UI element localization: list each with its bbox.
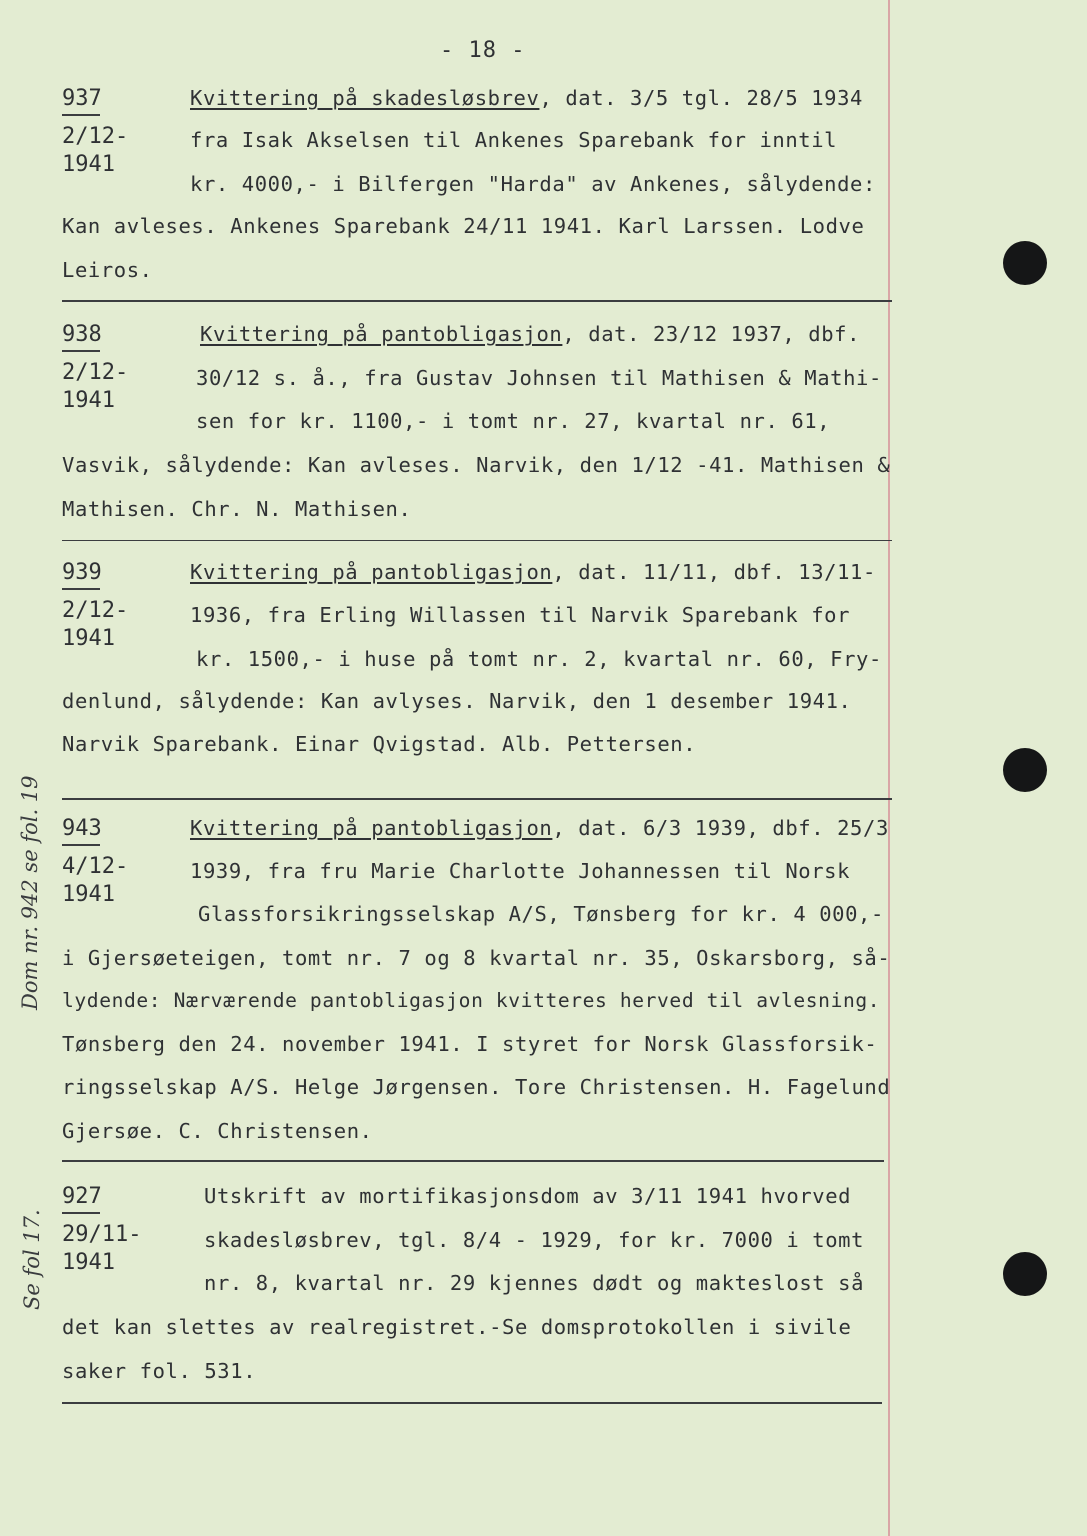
entry-line-1-text: , dat. 6/3 1939, dbf. 25/3: [552, 816, 889, 840]
entry-line-4: i Gjersøeteigen, tomt nr. 7 og 8 kvartal nr. 35, Oskarsborg, så-: [62, 946, 891, 970]
entry-line-3: nr. 8, kvartal nr. 29 kjennes dødt og makteslost så: [204, 1271, 865, 1295]
entry-line-2: 30/12 s. å., fra Gustav Johnsen til Mathisen & Mathi-: [196, 366, 882, 390]
entry-title: Kvittering på pantobligasjon: [190, 560, 553, 584]
entry-line-4: Vasvik, sålydende: Kan avleses. Narvik, den 1/12 -41. Mathisen &: [62, 453, 891, 477]
entry-number: 939: [62, 560, 102, 585]
entry-line-6: Tønsberg den 24. november 1941. I styret for Norsk Glassforsik-: [62, 1032, 878, 1056]
entry-line-5: lydende: Nærværende pantobligasjon kvitteres herved til avlesning.: [62, 989, 881, 1012]
entry-line-4: denlund, sålydende: Kan avlyses. Narvik, den 1 desember 1941.: [62, 689, 852, 713]
entry-date-year: 1941: [62, 882, 115, 907]
entry-number: 927: [62, 1184, 102, 1209]
entry-line-1: [200, 322, 860, 346]
entry-line-5: Narvik Sparebank. Einar Qvigstad. Alb. Pettersen.: [62, 732, 697, 756]
margin-note-927: Se fol 17.: [20, 1209, 44, 1310]
entry-line-5: Leiros.: [62, 258, 153, 282]
entry-line-1-text: , dat. 3/5 tgl. 28/5 1934: [539, 86, 863, 110]
entry-line-2: skadesløsbrev, tgl. 8/4 - 1929, for kr. 7000 i tomt: [204, 1228, 865, 1252]
entry-separator: [62, 300, 892, 302]
entry-line-5: saker fol. 531.: [62, 1359, 257, 1383]
entry-title: Kvittering på skadesløsbrev: [190, 86, 540, 110]
entry-separator: [62, 798, 892, 800]
entry-date-day: 4/12-: [62, 854, 129, 879]
entry-line-2: fra Isak Akselsen til Ankenes Sparebank for inntil: [190, 128, 838, 152]
entry-date-day: 2/12-: [62, 360, 129, 385]
margin-note-943: Dom nr. 942 se fol. 19: [18, 775, 42, 1010]
entry-line-7: ringsselskap A/S. Helge Jørgensen. Tore Christensen. H. Fagelund: [62, 1075, 891, 1099]
entry-date-year: 1941: [62, 626, 115, 651]
entry-line-3: Glassforsikringsselskap A/S, Tønsberg for kr. 4 000,-: [198, 902, 884, 926]
entry-line-1-text: , dat. 23/12 1937, dbf.: [562, 322, 861, 346]
number-underline: [62, 1212, 100, 1214]
entry-line-3: kr. 1500,- i huse på tomt nr. 2, kvartal nr. 60, Fry-: [196, 647, 882, 671]
entry-date-day: 2/12-: [62, 598, 129, 623]
entry-line-4: det kan slettes av realregistret.-Se domsprotokollen i sivile: [62, 1315, 852, 1339]
entry-line-3: kr. 4000,- i Bilfergen "Harda" av Ankenes, sålydende:: [190, 172, 876, 196]
entry-title: Kvittering på pantobligasjon: [200, 322, 563, 346]
entry-line-1: [190, 816, 889, 840]
entry-line-4: Kan avleses. Ankenes Sparebank 24/11 1941. Karl Larssen. Lodve: [62, 214, 865, 238]
entry-number: 937: [62, 86, 102, 111]
punch-hole: [1003, 241, 1047, 285]
entry-date-day: 2/12-: [62, 124, 129, 149]
entry-date-day: 29/11-: [62, 1222, 142, 1247]
page-number: - 18 -: [440, 38, 526, 63]
entry-date-year: 1941: [62, 388, 115, 413]
entry-date-year: 1941: [62, 1250, 115, 1275]
entry-separator: [62, 540, 892, 541]
entry-number: 943: [62, 816, 102, 841]
punch-hole: [1003, 1252, 1047, 1296]
entry-line-3: sen for kr. 1100,- i tomt nr. 27, kvartal nr. 61,: [196, 409, 831, 433]
red-margin-line: [888, 0, 890, 1536]
entry-line-5: Mathisen. Chr. N. Mathisen.: [62, 497, 412, 521]
number-underline: [62, 114, 100, 116]
number-underline: [62, 844, 100, 846]
entry-line-2: 1936, fra Erling Willassen til Narvik Sparebank for: [190, 603, 851, 627]
entry-line-1: Utskrift av mortifikasjonsdom av 3/11 1941 hvorved: [204, 1184, 852, 1208]
number-underline: [62, 588, 100, 590]
entry-line-1-text: , dat. 11/11, dbf. 13/11-: [552, 560, 876, 584]
entry-separator: [62, 1402, 882, 1404]
punch-hole: [1003, 748, 1047, 792]
entry-separator: [62, 1160, 884, 1162]
entry-date-year: 1941: [62, 152, 115, 177]
entry-line-1: [190, 560, 876, 584]
entry-title: Kvittering på pantobligasjon: [190, 816, 553, 840]
entry-line-1: [190, 86, 863, 110]
entry-line-8: Gjersøe. C. Christensen.: [62, 1119, 373, 1143]
entry-number: 938: [62, 322, 102, 347]
entry-line-2: 1939, fra fru Marie Charlotte Johannessen til Norsk: [190, 859, 851, 883]
number-underline: [62, 350, 100, 352]
